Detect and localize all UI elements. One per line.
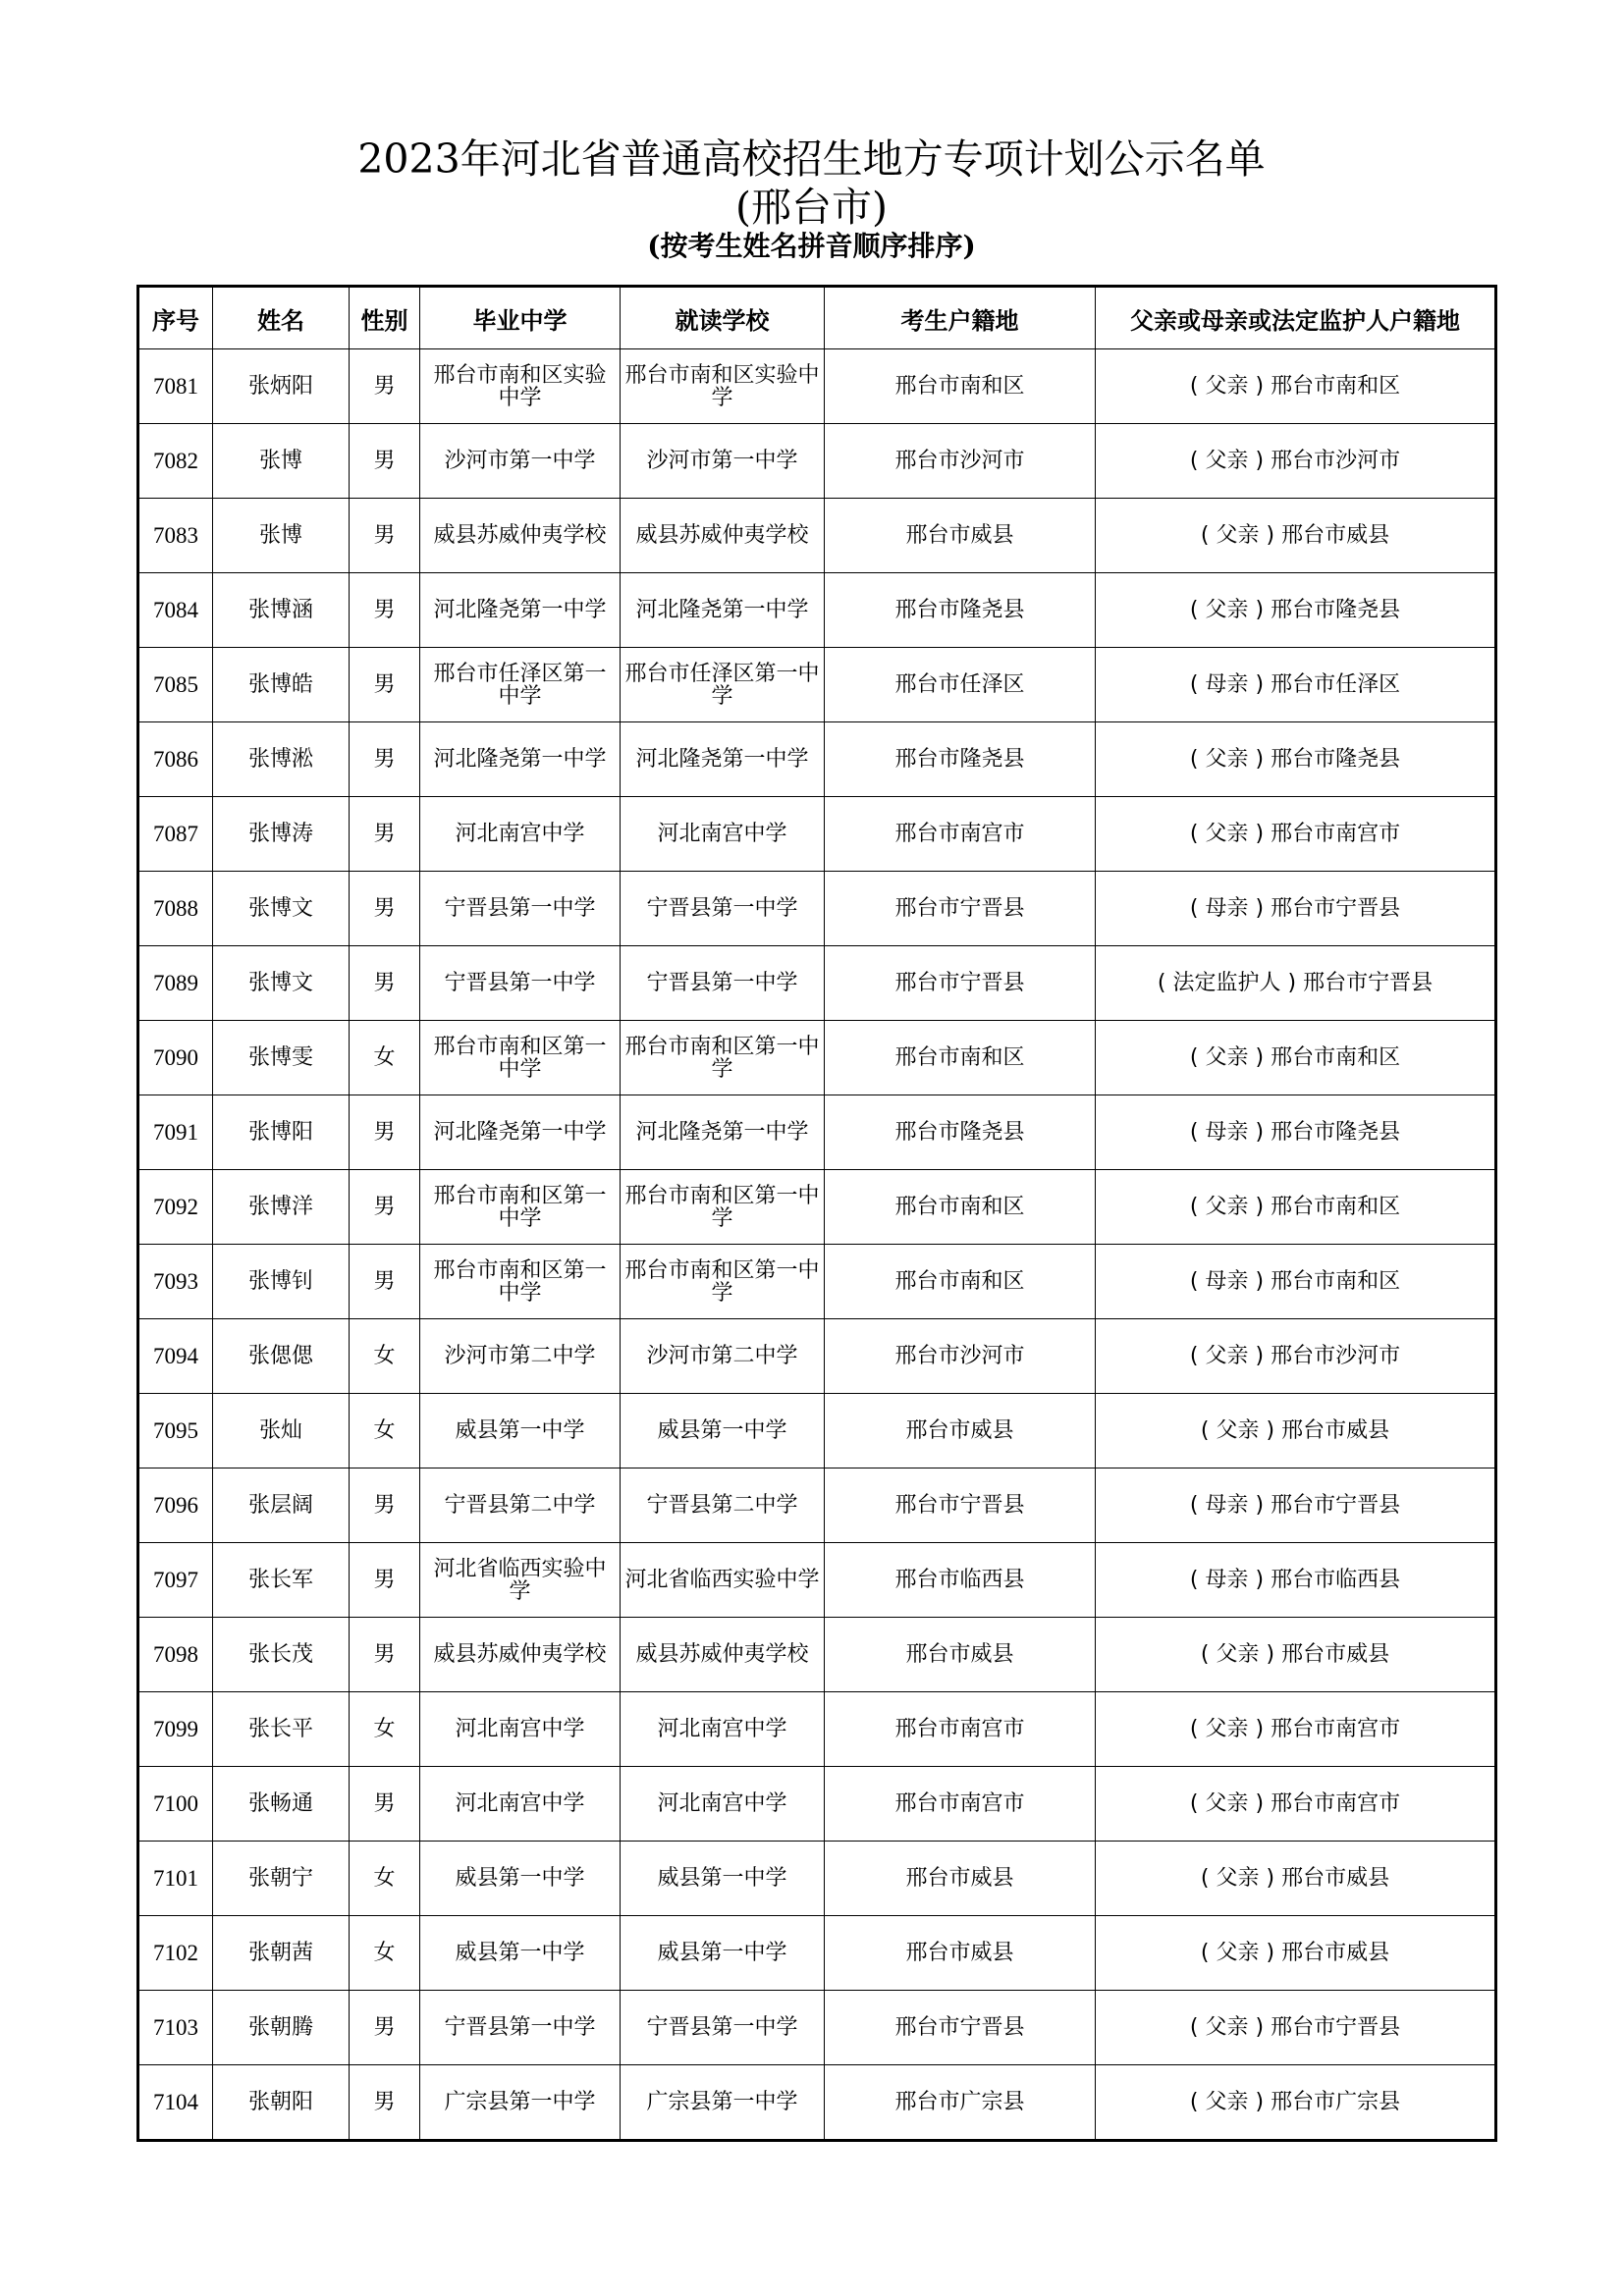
table-row <box>138 946 1496 1021</box>
cell-name: 张层阔 <box>213 1468 350 1543</box>
cell-residence: 邢台市威县 <box>825 1618 1096 1692</box>
cell-residence: 邢台市临西县 <box>825 1543 1096 1618</box>
cell-guardian: ( 父亲 ) 邢台市南宫市 <box>1096 1767 1496 1842</box>
table-row <box>138 1692 1496 1767</box>
cell-guardian: ( 父亲 ) 邢台市威县 <box>1096 1394 1496 1468</box>
cell-guardian: ( 父亲 ) 邢台市隆尧县 <box>1096 722 1496 797</box>
cell-school: 沙河市第二中学 <box>621 1319 825 1394</box>
cell-residence: 邢台市南宫市 <box>825 1692 1096 1767</box>
cell-guardian: ( 父亲 ) 邢台市沙河市 <box>1096 1319 1496 1394</box>
cell-guardian: ( 父亲 ) 邢台市广宗县 <box>1096 2065 1496 2141</box>
table-row <box>138 573 1496 648</box>
cell-grad-school: 广宗县第一中学 <box>420 2065 621 2141</box>
page-subtitle: (邢台市) <box>735 184 888 231</box>
cell-school: 河北隆尧第一中学 <box>621 573 825 648</box>
cell-school: 河北省临西实验中学 <box>621 1543 825 1618</box>
cell-residence: 邢台市威县 <box>825 499 1096 573</box>
cell-guardian: ( 父亲 ) 邢台市南和区 <box>1096 349 1496 424</box>
cell-name: 张朝阳 <box>213 2065 350 2141</box>
cell-residence: 邢台市南和区 <box>825 1245 1096 1319</box>
cell-school: 河北南宫中学 <box>621 1767 825 1842</box>
table-row <box>138 499 1496 573</box>
cell-grad-school: 河北隆尧第一中学 <box>420 1095 621 1170</box>
cell-residence: 邢台市南和区 <box>825 1021 1096 1095</box>
cell-school: 宁晋县第一中学 <box>621 1991 825 2065</box>
cell-residence: 邢台市沙河市 <box>825 424 1096 499</box>
cell-grad-school: 威县第一中学 <box>420 1394 621 1468</box>
cell-name: 张朝宁 <box>213 1842 350 1916</box>
cell-residence: 邢台市隆尧县 <box>825 573 1096 648</box>
cell-name: 张畅通 <box>213 1767 350 1842</box>
cell-no: 7086 <box>138 722 213 797</box>
cell-name: 张博钊 <box>213 1245 350 1319</box>
cell-school: 威县第一中学 <box>621 1916 825 1991</box>
cell-grad-school: 邢台市南和区实验中学 <box>420 349 621 424</box>
cell-gender: 女 <box>350 1916 420 1991</box>
cell-name: 张朝茜 <box>213 1916 350 1991</box>
cell-no: 7096 <box>138 1468 213 1543</box>
cell-grad-school: 宁晋县第一中学 <box>420 1991 621 2065</box>
cell-gender: 男 <box>350 648 420 722</box>
table-row <box>138 1842 1496 1916</box>
cell-gender: 男 <box>350 573 420 648</box>
cell-gender: 女 <box>350 1394 420 1468</box>
cell-grad-school: 河北南宫中学 <box>420 1767 621 1842</box>
cell-residence: 邢台市宁晋县 <box>825 1468 1096 1543</box>
cell-school: 威县第一中学 <box>621 1842 825 1916</box>
cell-guardian: ( 母亲 ) 邢台市临西县 <box>1096 1543 1496 1618</box>
cell-school: 威县苏威仲夷学校 <box>621 499 825 573</box>
cell-no: 7082 <box>138 424 213 499</box>
cell-guardian: ( 父亲 ) 邢台市南宫市 <box>1096 797 1496 872</box>
cell-grad-school: 河北南宫中学 <box>420 797 621 872</box>
cell-guardian: ( 父亲 ) 邢台市威县 <box>1096 1916 1496 1991</box>
sort-note: (按考生姓名拼音顺序排序) <box>647 230 976 262</box>
cell-name: 张炳阳 <box>213 349 350 424</box>
cell-no: 7089 <box>138 946 213 1021</box>
cell-grad-school: 河北隆尧第一中学 <box>420 722 621 797</box>
cell-no: 7085 <box>138 648 213 722</box>
cell-guardian: ( 母亲 ) 邢台市隆尧县 <box>1096 1095 1496 1170</box>
cell-name: 张博涛 <box>213 797 350 872</box>
cell-name: 张博阳 <box>213 1095 350 1170</box>
cell-residence: 邢台市威县 <box>825 1842 1096 1916</box>
header-cell-gender: 性别 <box>350 287 420 349</box>
cell-residence: 邢台市宁晋县 <box>825 946 1096 1021</box>
cell-guardian: ( 法定监护人 ) 邢台市宁晋县 <box>1096 946 1496 1021</box>
cell-gender: 女 <box>350 1319 420 1394</box>
table-row <box>138 1095 1496 1170</box>
table-row <box>138 1394 1496 1468</box>
cell-gender: 男 <box>350 2065 420 2141</box>
cell-no: 7087 <box>138 797 213 872</box>
cell-no: 7103 <box>138 1991 213 2065</box>
cell-school: 河北隆尧第一中学 <box>621 722 825 797</box>
cell-name: 张长平 <box>213 1692 350 1767</box>
cell-grad-school: 威县第一中学 <box>420 1916 621 1991</box>
cell-residence: 邢台市南和区 <box>825 1170 1096 1245</box>
table-row <box>138 1319 1496 1394</box>
cell-no: 7098 <box>138 1618 213 1692</box>
cell-grad-school: 威县苏威仲夷学校 <box>420 499 621 573</box>
cell-gender: 男 <box>350 1245 420 1319</box>
cell-grad-school: 威县苏威仲夷学校 <box>420 1618 621 1692</box>
table-row <box>138 797 1496 872</box>
cell-no: 7099 <box>138 1692 213 1767</box>
cell-gender: 男 <box>350 349 420 424</box>
cell-no: 7083 <box>138 499 213 573</box>
cell-gender: 男 <box>350 1170 420 1245</box>
cell-no: 7084 <box>138 573 213 648</box>
cell-residence: 邢台市宁晋县 <box>825 1991 1096 2065</box>
cell-name: 张朝腾 <box>213 1991 350 2065</box>
cell-no: 7090 <box>138 1021 213 1095</box>
cell-school: 威县第一中学 <box>621 1394 825 1468</box>
cell-school: 河北隆尧第一中学 <box>621 1095 825 1170</box>
cell-no: 7091 <box>138 1095 213 1170</box>
cell-gender: 男 <box>350 1618 420 1692</box>
header-cell-name: 姓名 <box>213 287 350 349</box>
cell-school: 河北南宫中学 <box>621 1692 825 1767</box>
table-row <box>138 1543 1496 1618</box>
cell-name: 张博洋 <box>213 1170 350 1245</box>
cell-grad-school: 威县第一中学 <box>420 1842 621 1916</box>
cell-grad-school: 宁晋县第一中学 <box>420 946 621 1021</box>
cell-no: 7100 <box>138 1767 213 1842</box>
roster-table <box>136 285 1497 2142</box>
cell-guardian: ( 父亲 ) 邢台市威县 <box>1096 499 1496 573</box>
cell-school: 宁晋县第二中学 <box>621 1468 825 1543</box>
cell-gender: 男 <box>350 1991 420 2065</box>
cell-guardian: ( 父亲 ) 邢台市隆尧县 <box>1096 573 1496 648</box>
header-cell-school: 就读学校 <box>621 287 825 349</box>
cell-guardian: ( 父亲 ) 邢台市南和区 <box>1096 1021 1496 1095</box>
cell-grad-school: 河北隆尧第一中学 <box>420 573 621 648</box>
cell-residence: 邢台市威县 <box>825 1916 1096 1991</box>
cell-guardian: ( 父亲 ) 邢台市宁晋县 <box>1096 1991 1496 2065</box>
cell-residence: 邢台市威县 <box>825 1394 1096 1468</box>
table-row <box>138 722 1496 797</box>
cell-gender: 男 <box>350 1095 420 1170</box>
cell-grad-school: 邢台市南和区第一中学 <box>420 1170 621 1245</box>
cell-gender: 男 <box>350 872 420 946</box>
table-header-row <box>138 287 1496 349</box>
cell-school: 邢台市任泽区第一中学 <box>621 648 825 722</box>
table-row <box>138 872 1496 946</box>
table-row <box>138 2065 1496 2141</box>
cell-guardian: ( 父亲 ) 邢台市沙河市 <box>1096 424 1496 499</box>
cell-guardian: ( 父亲 ) 邢台市威县 <box>1096 1618 1496 1692</box>
cell-no: 7092 <box>138 1170 213 1245</box>
cell-no: 7095 <box>138 1394 213 1468</box>
header-cell-grad-school: 毕业中学 <box>420 287 621 349</box>
page-title: 2023年河北省普通高校招生地方专项计划公示名单 <box>357 135 1266 183</box>
table-row <box>138 349 1496 424</box>
cell-no: 7088 <box>138 872 213 946</box>
cell-gender: 女 <box>350 1842 420 1916</box>
cell-grad-school: 邢台市任泽区第一中学 <box>420 648 621 722</box>
cell-guardian: ( 母亲 ) 邢台市南和区 <box>1096 1245 1496 1319</box>
cell-gender: 女 <box>350 1021 420 1095</box>
cell-residence: 邢台市广宗县 <box>825 2065 1096 2141</box>
cell-school: 邢台市南和区实验中学 <box>621 349 825 424</box>
cell-name: 张博 <box>213 499 350 573</box>
cell-school: 邢台市南和区第一中学 <box>621 1170 825 1245</box>
cell-name: 张博涵 <box>213 573 350 648</box>
cell-no: 7102 <box>138 1916 213 1991</box>
cell-guardian: ( 母亲 ) 邢台市宁晋县 <box>1096 1468 1496 1543</box>
cell-school: 宁晋县第一中学 <box>621 946 825 1021</box>
cell-gender: 男 <box>350 1767 420 1842</box>
table-row <box>138 1991 1496 2065</box>
table-row <box>138 1468 1496 1543</box>
cell-guardian: ( 母亲 ) 邢台市宁晋县 <box>1096 872 1496 946</box>
table-row <box>138 1916 1496 1991</box>
cell-name: 张博文 <box>213 946 350 1021</box>
cell-name: 张长军 <box>213 1543 350 1618</box>
cell-residence: 邢台市南宫市 <box>825 797 1096 872</box>
cell-school: 沙河市第一中学 <box>621 424 825 499</box>
cell-school: 宁晋县第一中学 <box>621 872 825 946</box>
table-row <box>138 648 1496 722</box>
cell-grad-school: 河北南宫中学 <box>420 1692 621 1767</box>
cell-residence: 邢台市任泽区 <box>825 648 1096 722</box>
cell-name: 张灿 <box>213 1394 350 1468</box>
cell-guardian: ( 父亲 ) 邢台市威县 <box>1096 1842 1496 1916</box>
cell-residence: 邢台市隆尧县 <box>825 722 1096 797</box>
table-row <box>138 1021 1496 1095</box>
cell-no: 7093 <box>138 1245 213 1319</box>
cell-name: 张偲偲 <box>213 1319 350 1394</box>
table-row <box>138 424 1496 499</box>
cell-gender: 男 <box>350 797 420 872</box>
cell-gender: 男 <box>350 1468 420 1543</box>
table-row <box>138 1618 1496 1692</box>
cell-grad-school: 沙河市第二中学 <box>420 1319 621 1394</box>
cell-grad-school: 宁晋县第二中学 <box>420 1468 621 1543</box>
cell-grad-school: 邢台市南和区第一中学 <box>420 1245 621 1319</box>
cell-no: 7094 <box>138 1319 213 1394</box>
cell-grad-school: 沙河市第一中学 <box>420 424 621 499</box>
cell-gender: 男 <box>350 722 420 797</box>
cell-name: 张博文 <box>213 872 350 946</box>
cell-grad-school: 邢台市南和区第一中学 <box>420 1021 621 1095</box>
table-row <box>138 1170 1496 1245</box>
header-cell-guardian: 父亲或母亲或法定监护人户籍地 <box>1096 287 1496 349</box>
cell-no: 7081 <box>138 349 213 424</box>
cell-guardian: ( 母亲 ) 邢台市任泽区 <box>1096 648 1496 722</box>
cell-residence: 邢台市宁晋县 <box>825 872 1096 946</box>
cell-name: 张博雯 <box>213 1021 350 1095</box>
cell-name: 张博 <box>213 424 350 499</box>
cell-school: 河北南宫中学 <box>621 797 825 872</box>
cell-residence: 邢台市南宫市 <box>825 1767 1096 1842</box>
cell-name: 张长茂 <box>213 1618 350 1692</box>
cell-gender: 男 <box>350 946 420 1021</box>
cell-residence: 邢台市南和区 <box>825 349 1096 424</box>
table-row <box>138 1767 1496 1842</box>
cell-grad-school: 宁晋县第一中学 <box>420 872 621 946</box>
header-cell-residence: 考生户籍地 <box>825 287 1096 349</box>
header-cell-no: 序号 <box>138 287 213 349</box>
cell-school: 广宗县第一中学 <box>621 2065 825 2141</box>
cell-guardian: ( 父亲 ) 邢台市南宫市 <box>1096 1692 1496 1767</box>
cell-school: 邢台市南和区第一中学 <box>621 1245 825 1319</box>
cell-no: 7097 <box>138 1543 213 1618</box>
cell-name: 张博皓 <box>213 648 350 722</box>
cell-guardian: ( 父亲 ) 邢台市南和区 <box>1096 1170 1496 1245</box>
cell-grad-school: 河北省临西实验中学 <box>420 1543 621 1618</box>
table-body <box>138 349 1496 2141</box>
cell-gender: 男 <box>350 499 420 573</box>
cell-name: 张博淞 <box>213 722 350 797</box>
table-row <box>138 1245 1496 1319</box>
cell-residence: 邢台市隆尧县 <box>825 1095 1096 1170</box>
cell-no: 7101 <box>138 1842 213 1916</box>
cell-school: 邢台市南和区第一中学 <box>621 1021 825 1095</box>
cell-gender: 男 <box>350 1543 420 1618</box>
cell-school: 威县苏威仲夷学校 <box>621 1618 825 1692</box>
cell-residence: 邢台市沙河市 <box>825 1319 1096 1394</box>
cell-gender: 女 <box>350 1692 420 1767</box>
cell-no: 7104 <box>138 2065 213 2141</box>
cell-gender: 男 <box>350 424 420 499</box>
